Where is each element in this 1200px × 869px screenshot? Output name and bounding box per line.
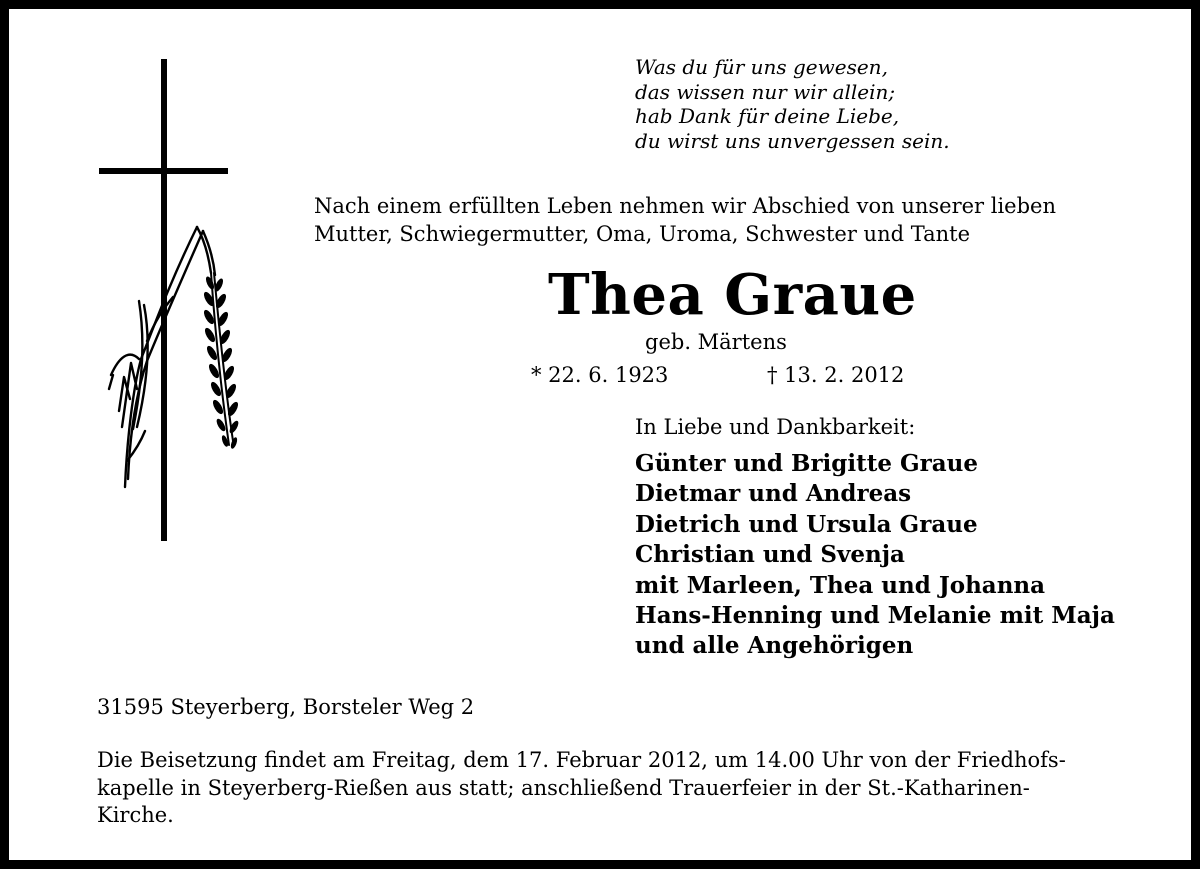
poem-line: das wissen nur wir allein; (635, 79, 896, 104)
cross-with-wheat-icon (97, 59, 247, 543)
funeral-notice (97, 747, 1066, 830)
poem-line: du wirst uns unvergessen sein. (635, 128, 950, 153)
intro-line: Mutter, Schwiegermutter, Oma, Uroma, Schwester und Tante (314, 221, 970, 246)
funeral-line: Die Beisetzung findet am Freitag, dem 17. Februar 2012, um 14.00 Uhr von der Friedhofs- (97, 748, 1066, 772)
mourners-heading: In Liebe und Dankbarkeit: (635, 415, 916, 439)
deceased-name: Thea Graue (548, 262, 917, 328)
intro-line: Nach einem erfüllten Leben nehmen wir Abschied von unserer lieben (314, 194, 1057, 218)
mourner-line: mit Marleen, Thea und Johanna (635, 571, 1046, 599)
maiden-name: geb. Märtens (645, 330, 787, 354)
memorial-poem (635, 55, 950, 153)
mourner-line: und alle Angehörigen (635, 632, 914, 660)
mourner-line: Christian und Svenja (635, 541, 905, 569)
family-address: 31595 Steyerberg, Borsteler Weg 2 (97, 695, 475, 719)
intro-text (314, 193, 1056, 248)
death-date: † 13. 2. 2012 (767, 363, 905, 387)
mourners-list (635, 449, 1115, 662)
poem-line: hab Dank für deine Liebe, (635, 104, 900, 129)
funeral-line: kapelle in Steyerberg-Rießen aus statt; anschließend Trauerfeier in der St.-Katharinen- (97, 775, 1030, 800)
mourner-line: Dietmar und Andreas (635, 480, 912, 508)
poem-line: Was du für uns gewesen, (635, 55, 888, 79)
mourner-line: Günter und Brigitte Graue (635, 450, 979, 477)
mourner-line: Hans-Henning und Melanie mit Maja (635, 602, 1115, 630)
birth-date: * 22. 6. 1923 (531, 363, 669, 387)
funeral-line: Kirche. (97, 803, 174, 827)
mourner-line: Dietrich und Ursula Graue (635, 510, 978, 538)
